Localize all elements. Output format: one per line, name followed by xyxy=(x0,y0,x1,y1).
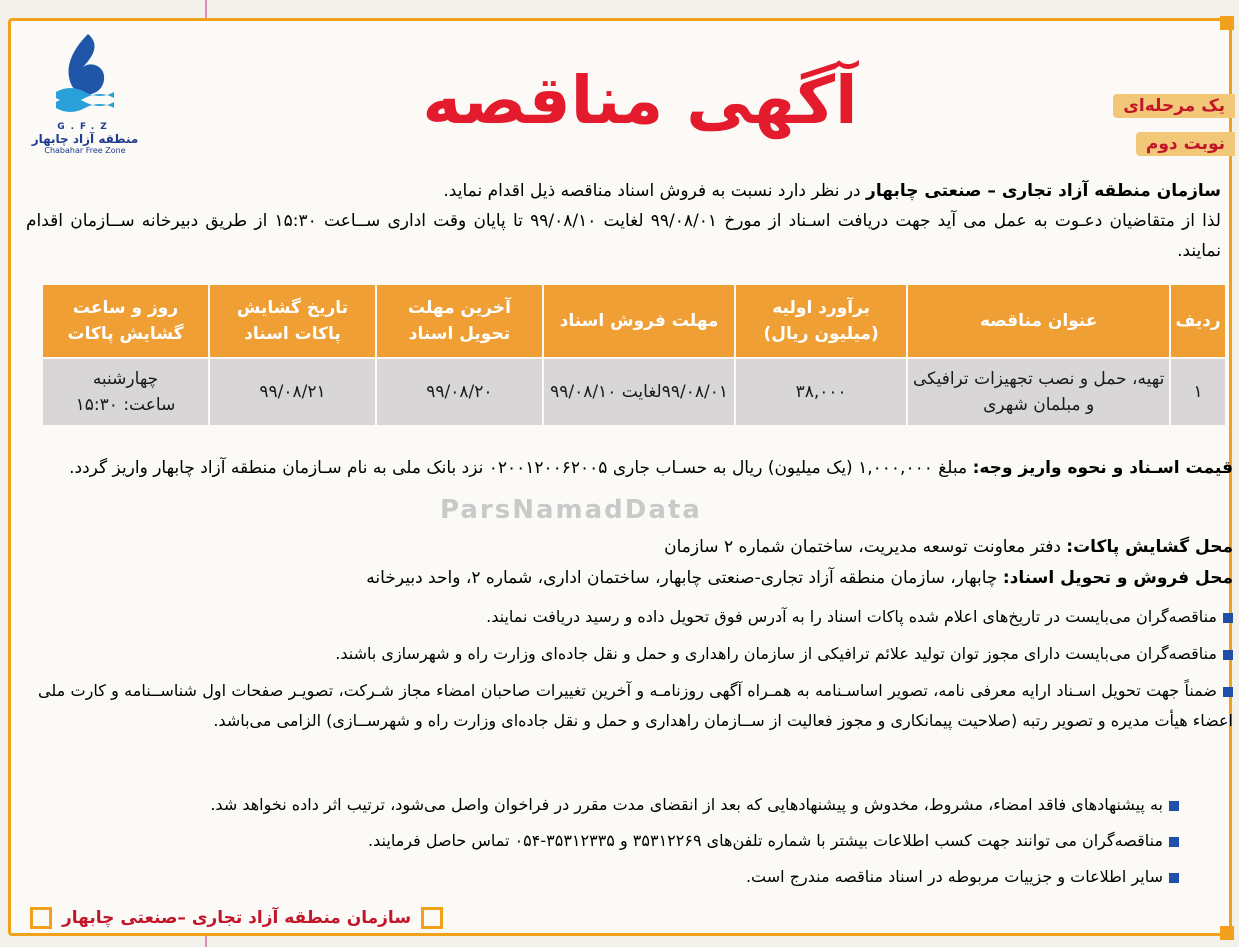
cell-estimate: ۳۸,۰۰۰ xyxy=(736,359,906,425)
footer-org: سازمان منطقه آزاد تجاری –صنعتی چابهار xyxy=(62,908,412,928)
frame-corner xyxy=(1220,926,1234,940)
cell-sale-deadline: ۹۹/۰۸/۰۱لغایت ۹۹/۰۸/۱۰ xyxy=(544,359,734,425)
table-row xyxy=(43,359,1225,425)
cell-opening-date: ۹۹/۰۸/۲۱ xyxy=(210,359,375,425)
cell-subject: تهیه، حمل و نصب تجهیزات ترافیکی و مبلمان شهری xyxy=(908,359,1169,425)
sale-place-label: محل فروش و تحویل اسناد: xyxy=(1002,568,1233,588)
logo-name-en: Chabahar Free Zone xyxy=(44,146,126,155)
logo-letters: G.F.Z xyxy=(57,122,113,132)
bullet-icon xyxy=(1169,801,1179,811)
bullet-text: مناقصه‌گران می‌بایست دارای مجوز توان تولید علائم ترافیکی از سازمان راهداری و حمل و نقل جاده‌ای وزارت راه و شهرسازی باشند. xyxy=(335,644,1217,663)
drop-wave-icon xyxy=(50,30,120,116)
list-item xyxy=(38,676,1233,736)
col-estimate: برآورد اولیه (میلیون ریال) xyxy=(736,285,906,357)
intro-org: سازمان منطقه آزاد تجاری – صنعتی چابهار xyxy=(866,181,1221,201)
cell-delivery-deadline: ۹۹/۰۸/۲۰ xyxy=(377,359,542,425)
bullet-text: ضمناً جهت تحویل اسـناد ارایه معرفی نامه، تصویر اساسـنامه به همـراه آگهی روزنامـه و آخرین تغییرات صاحبان امضاء مجاز شـرکت، تصویـر صفحات اول شناســنامه و کارت ملی اعضاء هیأت مدیره و تصویر رتبه (صلاحیت پیمانکاری و مجوز فعالیت از ســازمان راهداری و حمل و نقل جاده‌ای وزارت راه و شهرســازی) الزامی می‌باشد. xyxy=(38,681,1233,730)
bullet-icon xyxy=(1169,837,1179,847)
col-row-no: ردیف xyxy=(1171,285,1225,357)
opening-time: ساعت: ۱۵:۳۰ xyxy=(75,395,176,415)
payment-label: قیمت اسـناد و نحوه واریز وجه: xyxy=(972,458,1233,478)
bullet-icon xyxy=(1223,613,1233,623)
intro-line2: لذا از متقاضیان دعـوت به عمل می آید جهت دریافت اسـناد از مورخ ۹۹/۰۸/۰۱ لغایت ۹۹/۰۸/۱۰ تا پایان وقت اداری ســاعت ۱۵:۳۰ از طریق دبیرخانه ســازمان اقدام نمایند. xyxy=(26,211,1221,261)
col-opening-day: روز و ساعت گشایش پاکات xyxy=(43,285,208,357)
sale-place xyxy=(38,563,1233,593)
frame-corner xyxy=(1220,16,1234,30)
bullet-icon xyxy=(1169,873,1179,883)
bullet-text: مناقصه‌گران می توانند جهت کسب اطلاعات بیشتر با شماره تلفن‌های ۳۵۳۱۲۲۶۹ و ۳۵۳۱۲۳۳۵-۰۵۴ تماس حاصل فرمایند. xyxy=(368,831,1163,850)
list-item xyxy=(79,790,1179,820)
list-item xyxy=(38,639,1233,669)
footer-box-icon xyxy=(421,907,443,929)
bullet-icon xyxy=(1223,650,1233,660)
list-item xyxy=(38,602,1233,632)
bullet-text: مناقصه‌گران می‌بایست در تاریخ‌های اعلام شده پاکات اسناد را به آدرس فوق تحویل داده و رسید دریافت نمایند. xyxy=(486,607,1217,626)
col-sale-deadline: مهلت فروش اسناد xyxy=(544,285,734,357)
list-item xyxy=(79,862,1179,892)
bullet-text: به پیشنهادهای فاقد امضاء، مشروط، مخدوش و پیشنهادهایی که بعد از انقضای مدت مقرر در فراخوان واصل می‌شود، ترتیب اثر داده نخواهد شد. xyxy=(210,795,1163,814)
list-item xyxy=(79,826,1179,856)
logo-name: منطقه آزاد چابهار xyxy=(31,132,139,146)
cell-opening-day xyxy=(43,359,208,425)
opening-place xyxy=(38,532,1233,562)
sale-place-text: چابهار، سازمان منطقه آزاد تجاری-صنعتی چابهار، ساختمان اداری، شماره ۲، واحد دبیرخانه xyxy=(366,568,998,588)
footer xyxy=(30,898,443,938)
intro-line1: در نظر دارد نسبت به فروش اسناد مناقصه ذیل اقدام نماید. xyxy=(443,181,867,201)
tag-stage: یک مرحله‌ای xyxy=(1113,94,1235,118)
table-header-row xyxy=(43,285,1225,357)
payment-text: مبلغ ۱,۰۰۰,۰۰۰ (یک میلیون) ریال به حسـاب جاری ۰۲۰۰۱۲۰۰۶۲۰۰۵ نزد بانک ملی به نام سـازمان منطقه آزاد چابهار واریز گردد. xyxy=(69,458,973,478)
payment-paragraph xyxy=(38,453,1233,483)
chabahar-logo xyxy=(30,30,140,170)
col-subject: عنوان مناقصه xyxy=(908,285,1169,357)
cell-row-no: ۱ xyxy=(1171,359,1225,425)
footer-box-icon xyxy=(30,907,52,929)
col-delivery-deadline: آخرین مهلت تحویل اسناد xyxy=(377,285,542,357)
opening-place-label: محل گشایش پاکات: xyxy=(1066,537,1233,557)
col-opening-date: تاریخ گشایش پاکات اسناد xyxy=(210,285,375,357)
opening-place-text: دفتر معاونت توسعه مدیریت، ساختمان شماره ۲ سازمان xyxy=(664,537,1067,557)
bullet-text: سایر اطلاعات و جزییات مربوطه در اسناد مناقصه مندرج است. xyxy=(745,867,1163,886)
opening-day: چهارشنبه xyxy=(92,369,159,389)
bullet-icon xyxy=(1223,687,1233,697)
page-title: آگهی مناقصه xyxy=(422,62,858,139)
watermark: ParsNamadData xyxy=(440,495,702,525)
intro-paragraph xyxy=(26,176,1221,266)
tender-table xyxy=(41,283,1227,427)
tag-round: نوبت دوم xyxy=(1136,132,1235,156)
